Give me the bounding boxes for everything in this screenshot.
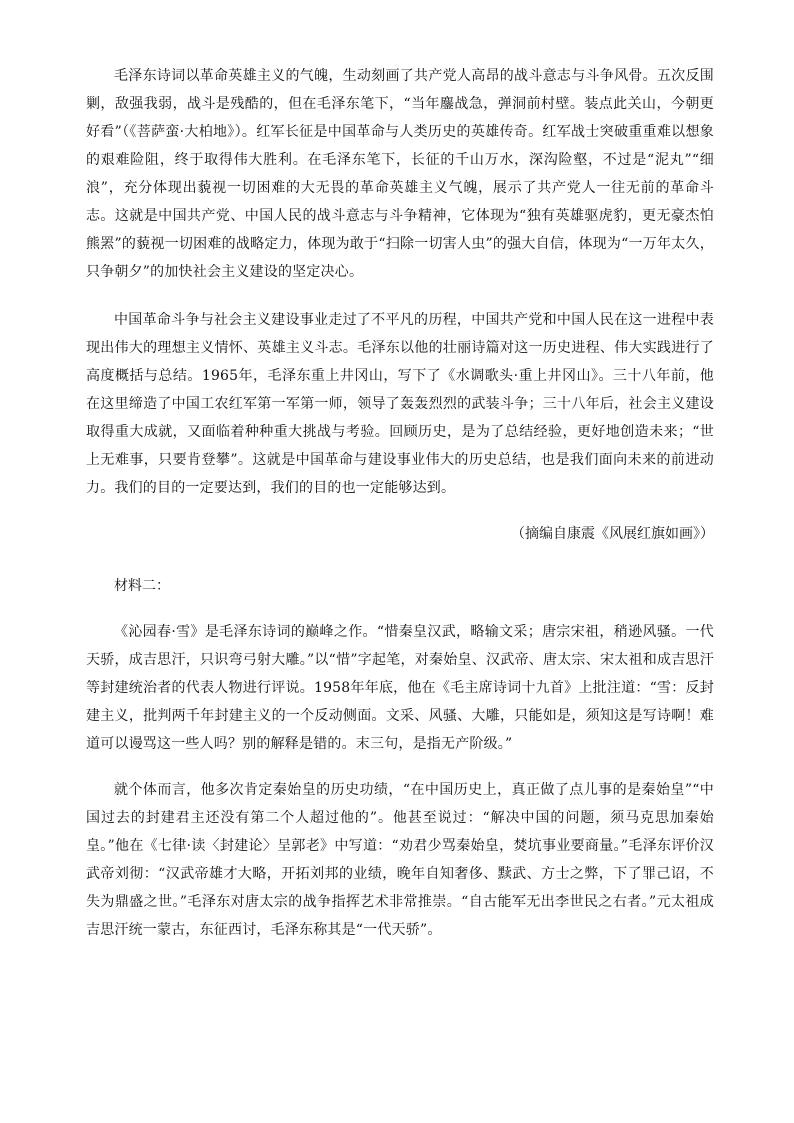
paragraph-3: 《沁园春·雪》是毛泽东诗词的巅峰之作。“惜秦皇汉武，略输文采；唐宗宋祖，稍逊风骚。一代天骄，成吉思汗，只识弯弓射大雕。”以“惜”字起笔，对秦始皇、汉武帝、唐太宗、宋太祖和成吉思汗等封建统治者的代表人物进行评说。1958年年底，他在《毛主席诗词十九首》上批注道：“雪：反封建主义，批判两千年封建主义的一个反动侧面。文采、风骚、大雕，只能如是，须知这是写诗啊！难道可以谩骂这一些人吗？别的解释是错的。末三句，是指无产阶级。” [86, 624, 714, 752]
paragraph-4: 就个体而言，他多次肯定秦始皇的历史功绩，“在中国历史上，真正做了点儿事的是秦始皇”“中国过去的封建君主还没有第二个人超过他的”。他甚至说过：“解决中国的问题，须马克思加秦始皇。”他在《七律·读〈封建论〉呈郭老》中写道：“劝君少骂秦始皇，焚坑事业要商量。”毛泽东评价汉武帝刘彻：“汉武帝雄才大略，开拓刘邦的业绩，晚年自知奢侈、黩武、方士之弊，下了罪己诏，不失为鼎盛之世。”毛泽东对唐太宗的战争指挥艺术非常推崇。“自古能军无出李世民之右者。”元太祖成吉思汗统一蒙古，东征西讨，毛泽东称其是“一代天骄”。 [86, 782, 714, 938]
material-heading: 材料二： [114, 578, 170, 594]
paragraph-1: 毛泽东诗词以革命英雄主义的气魄，生动刻画了共产党人高昂的战斗意志与斗争风骨。五次反围剿，敌强我弱，战斗是残酷的，但在毛泽东笔下，“当年鏖战急，弹洞前村壁。装点此关山，今朝更好看”（《菩萨蛮·大柏地》）。红军长征是中国革命与人类历史的英雄传奇。红军战士突破重重难以想象的艰难险阻，终于取得伟大胜利。在毛泽东笔下，长征的千山万水，深沟险壑，不过是“泥丸”“细浪”，充分体现出藐视一切困难的大无畏的革命英雄主义气魄，展示了共产党人一往无前的革命斗志。这就是中国共产党、中国人民的战斗意志与斗争精神，它体现为“独有英雄驱虎豹，更无豪杰怕熊罴”的藐视一切困难的战略定力，体现为敢于“扫除一切害人虫”的强大自信，体现为“一万年太久，只争朝夕”的加快社会主义建设的坚定决心。 [86, 68, 714, 280]
source-citation: （摘编自康震《风展红旗如画》） [511, 526, 714, 542]
paragraph-2: 中国革命斗争与社会主义建设事业走过了不平凡的历程，中国共产党和中国人民在这一进程中表现出伟大的理想主义情怀、英雄主义斗志。毛泽东以他的壮丽诗篇对这一历史进程、伟大实践进行了高度概括与总结。1965年，毛泽东重上井冈山，写下了《水调歌头·重上井冈山》。三十八年前，他在这里缔造了中国工农红军第一军第一师，领导了轰轰烈烈的武装斗争；三十八年后，社会主义建设取得重大成就，又面临着种种重大挑战与考验。回顾历史，是为了总结经验，更好地创造未来；“世上无难事，只要肯登攀”。这就是中国革命与建设事业伟大的历史总结，也是我们面向未来的前进动力。我们的目的一定要达到，我们的目的也一定能够达到。 [86, 312, 714, 496]
document-page [86, 62, 714, 944]
